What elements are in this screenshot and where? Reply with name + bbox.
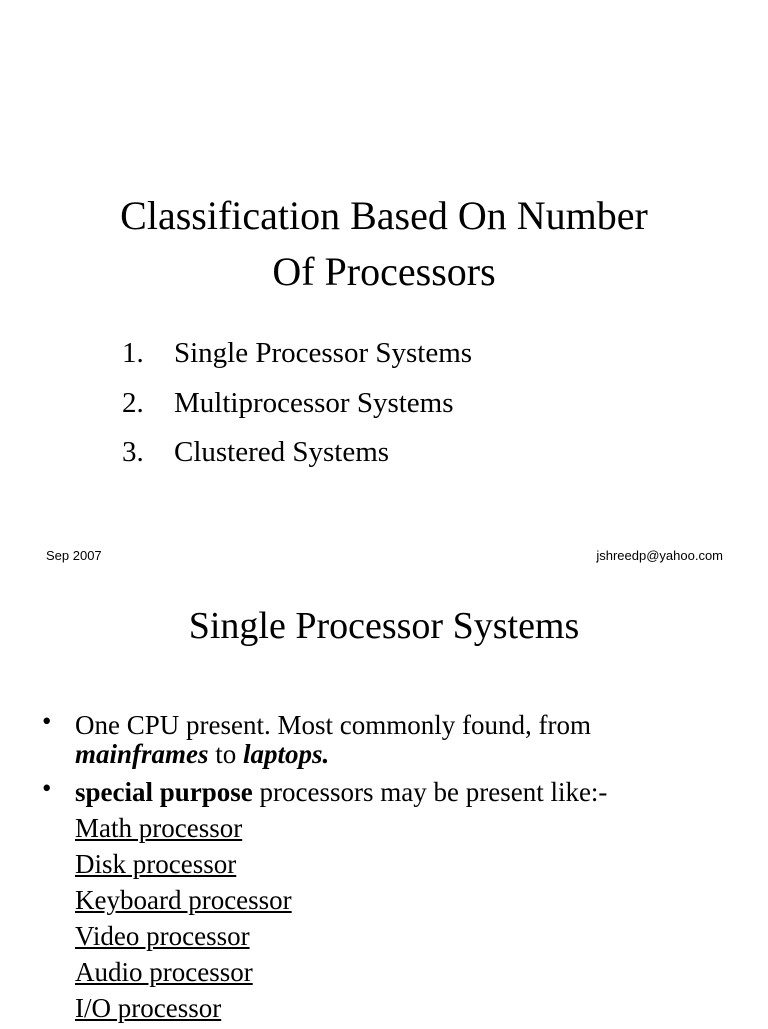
item-number: 1.: [122, 337, 144, 369]
bullet-text: processors may be present like:-: [252, 777, 608, 807]
emphasis-laptops: laptops.: [243, 739, 330, 769]
list-item: Disk processor: [75, 849, 237, 879]
footer-date: Sep 2007: [46, 548, 102, 563]
item-text: Single Processor Systems: [174, 337, 473, 369]
footer-email: jshreedp@yahoo.com: [596, 548, 723, 563]
list-item: I/O processor: [75, 993, 222, 1023]
item-text: Clustered Systems: [174, 436, 390, 468]
list-item: Keyboard processor: [75, 885, 292, 915]
special-processor-list: [75, 813, 292, 1029]
item-number: 3.: [122, 436, 144, 468]
bullet-icon: •: [42, 706, 52, 736]
emphasis-special-purpose: special purpose: [75, 777, 253, 807]
title-line-2: Of Processors: [272, 249, 496, 294]
slide-title: Single Processor Systems: [188, 605, 580, 647]
item-number: 2.: [122, 386, 144, 419]
list-item: [122, 383, 472, 433]
item-text: Multiprocessor Systems: [174, 386, 454, 419]
bullet-special-purpose: [75, 778, 735, 807]
bullet-one-cpu: [75, 711, 735, 769]
list-item: [122, 432, 472, 482]
processor-classification-list: [122, 333, 472, 482]
slide-title: [0, 188, 768, 300]
bullet-text: to: [208, 739, 244, 769]
emphasis-mainframes: mainframes: [75, 739, 209, 769]
list-item: Math processor: [75, 813, 243, 843]
list-item: Audio processor: [75, 957, 253, 987]
list-item: Video processor: [75, 921, 250, 951]
bullet-text: One CPU present. Most commonly found, from: [75, 710, 591, 740]
bullet-icon: •: [42, 773, 52, 803]
title-line-1: Classification Based On Number: [120, 193, 648, 238]
list-item: [122, 333, 472, 383]
